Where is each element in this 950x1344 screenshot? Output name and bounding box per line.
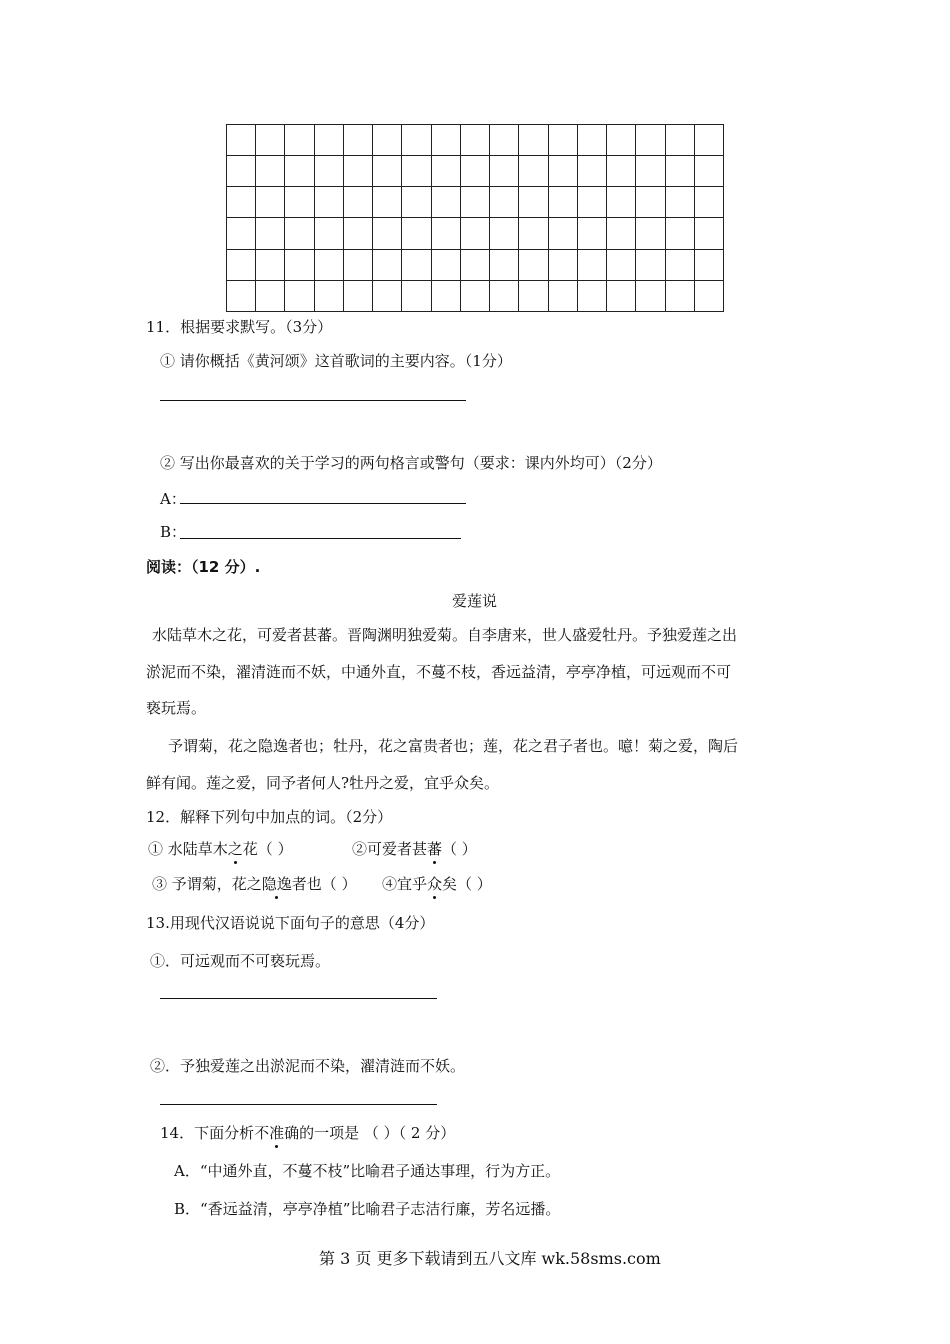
- grid-cell[interactable]: [314, 249, 343, 280]
- answer-line-q13-2[interactable]: [160, 1104, 437, 1105]
- grid-cell[interactable]: [285, 249, 314, 280]
- grid-cell[interactable]: [343, 187, 372, 218]
- grid-cell[interactable]: [256, 280, 285, 311]
- q14-option-b[interactable]: B．“香远益清，亭亭净植”比喻君子志洁行廉，芳名远播。: [174, 1200, 561, 1218]
- grid-cell[interactable]: [227, 218, 256, 249]
- grid-cell[interactable]: [577, 280, 606, 311]
- q14-title: 14．下面分析不准确的一项是 （ ）（ 2 分）: [160, 1124, 456, 1142]
- grid-cell[interactable]: [285, 280, 314, 311]
- q12-title: 12．解释下列句中加点的词。（2分）: [146, 808, 393, 826]
- q12-item2: ②可爱者甚蕃（ ）: [352, 840, 477, 858]
- grid-cell[interactable]: [694, 218, 723, 249]
- grid-cell[interactable]: [402, 156, 431, 187]
- grid-cell[interactable]: [665, 187, 694, 218]
- dotted-word: 隐逸: [261, 875, 292, 893]
- grid-cell[interactable]: [548, 156, 577, 187]
- grid-cell[interactable]: [256, 218, 285, 249]
- grid-cell[interactable]: [227, 249, 256, 280]
- q12-item1: ① 水陆草木之花（ ）: [148, 840, 293, 858]
- answer-line-q13-1[interactable]: [160, 998, 437, 999]
- grid-cell[interactable]: [402, 249, 431, 280]
- answer-line-a[interactable]: [180, 503, 466, 504]
- grid-cell[interactable]: [343, 218, 372, 249]
- essay-p2-line2: 鲜有闻。莲之爱，同予者何人?牡丹之爱，宜乎众矣。: [146, 774, 500, 792]
- grid-cell[interactable]: [607, 218, 636, 249]
- grid-cell[interactable]: [665, 156, 694, 187]
- grid-cell[interactable]: [460, 280, 489, 311]
- q13-title: 13.用现代汉语说说下面句子的意思（4分）: [146, 914, 435, 932]
- grid-cell[interactable]: [519, 187, 548, 218]
- grid-cell[interactable]: [431, 218, 460, 249]
- grid-cell[interactable]: [694, 187, 723, 218]
- grid-cell[interactable]: [519, 156, 548, 187]
- grid-cell[interactable]: [431, 125, 460, 156]
- grid-cell[interactable]: [402, 280, 431, 311]
- essay-p1-line1: 水陆草木之花，可爱者甚蕃。晋陶渊明独爱菊。自李唐来，世人盛爱牡丹。予独爱莲之出: [152, 626, 738, 644]
- grid-cell[interactable]: [636, 156, 665, 187]
- q12-item3: ③ 予谓菊，花之隐逸者也（ ）: [152, 875, 357, 893]
- essay-p2-line1: 予谓菊，花之隐逸者也；牡丹，花之富贵者也；莲，花之君子者也。噫！菊之爱，陶后: [168, 737, 739, 755]
- grid-cell[interactable]: [548, 280, 577, 311]
- q11-item2: ② 写出你最喜欢的关于学习的两句格言或警句（要求：课内外均可）（2分）: [160, 454, 662, 472]
- grid-cell[interactable]: [636, 280, 665, 311]
- grid-row: [227, 125, 724, 156]
- answer-line-b[interactable]: [180, 538, 461, 539]
- answer-label-a: A：: [160, 490, 186, 508]
- grid-cell[interactable]: [694, 156, 723, 187]
- grid-cell[interactable]: [519, 249, 548, 280]
- q11-item1: ① 请你概括《黄河颂》这首歌词的主要内容。（1分）: [160, 352, 512, 370]
- grid-cell[interactable]: [665, 280, 694, 311]
- grid-cell[interactable]: [460, 156, 489, 187]
- grid-cell[interactable]: [460, 125, 489, 156]
- grid-cell[interactable]: [665, 218, 694, 249]
- grid-cell[interactable]: [227, 187, 256, 218]
- grid-cell[interactable]: [256, 125, 285, 156]
- grid-cell[interactable]: [314, 280, 343, 311]
- grid-cell[interactable]: [373, 187, 402, 218]
- grid-cell[interactable]: [636, 187, 665, 218]
- grid-row: [227, 156, 724, 187]
- q13-item1: ①．可远观而不可亵玩焉。: [150, 952, 331, 970]
- essay-p1-line3: 亵玩焉。: [146, 699, 207, 717]
- grid-cell[interactable]: [431, 249, 460, 280]
- grid-row: [227, 218, 724, 249]
- q12-item4: ④宜乎众矣（ ）: [382, 875, 492, 893]
- grid-cell[interactable]: [285, 187, 314, 218]
- grid-cell[interactable]: [548, 187, 577, 218]
- grid-cell[interactable]: [431, 187, 460, 218]
- grid-cell[interactable]: [490, 156, 519, 187]
- grid-cell[interactable]: [694, 125, 723, 156]
- grid-cell[interactable]: [490, 249, 519, 280]
- grid-cell[interactable]: [460, 187, 489, 218]
- grid-cell[interactable]: [577, 218, 606, 249]
- q14-option-a[interactable]: A．“中通外直，不蔓不枝”比喻君子通达事理，行为方正。: [174, 1162, 561, 1180]
- grid-cell[interactable]: [490, 125, 519, 156]
- grid-cell[interactable]: [256, 187, 285, 218]
- grid-row: [227, 187, 724, 218]
- grid-row: [227, 280, 724, 311]
- grid-cell[interactable]: [636, 249, 665, 280]
- grid-cell[interactable]: [577, 125, 606, 156]
- dotted-word: 蕃: [427, 840, 443, 858]
- grid-cell[interactable]: [373, 156, 402, 187]
- grid-cell[interactable]: [577, 187, 606, 218]
- grid-cell[interactable]: [490, 218, 519, 249]
- dotted-word: 之: [227, 840, 243, 858]
- grid-cell[interactable]: [402, 187, 431, 218]
- grid-cell[interactable]: [694, 249, 723, 280]
- grid-cell[interactable]: [607, 249, 636, 280]
- grid-cell[interactable]: [343, 125, 372, 156]
- grid-cell[interactable]: [431, 156, 460, 187]
- grid-cell[interactable]: [314, 218, 343, 249]
- essay-title: 爱莲说: [452, 592, 498, 610]
- grid-cell[interactable]: [373, 125, 402, 156]
- grid-cell[interactable]: [548, 125, 577, 156]
- dotted-word: 众: [427, 875, 443, 893]
- answer-line-1[interactable]: [160, 400, 466, 401]
- grid-cell[interactable]: [373, 280, 402, 311]
- grid-cell[interactable]: [548, 249, 577, 280]
- writing-grid[interactable]: [226, 124, 724, 312]
- grid-cell[interactable]: [343, 156, 372, 187]
- grid-cell[interactable]: [402, 218, 431, 249]
- grid-cell[interactable]: [460, 218, 489, 249]
- grid-cell[interactable]: [285, 218, 314, 249]
- grid-cell[interactable]: [343, 280, 372, 311]
- grid-cell[interactable]: [490, 280, 519, 311]
- grid-cell[interactable]: [256, 249, 285, 280]
- grid-cell[interactable]: [314, 156, 343, 187]
- grid-cell[interactable]: [460, 249, 489, 280]
- essay-p1-line2: 淤泥而不染，濯清涟而不妖，中通外直，不蔓不枝，香远益清，亭亭净植，可远观而不可: [146, 663, 732, 681]
- q13-item2: ②．予独爱莲之出淤泥而不染，濯清涟而不妖。: [150, 1057, 466, 1075]
- grid-cell[interactable]: [343, 249, 372, 280]
- grid-cell[interactable]: [519, 125, 548, 156]
- q11-title: 11．根据要求默写。（3分）: [146, 318, 333, 336]
- grid-cell[interactable]: [607, 156, 636, 187]
- grid-row: [227, 249, 724, 280]
- grid-cell[interactable]: [227, 125, 256, 156]
- grid-cell[interactable]: [227, 156, 256, 187]
- grid-cell[interactable]: [285, 156, 314, 187]
- grid-cell[interactable]: [636, 218, 665, 249]
- grid-cell[interactable]: [402, 125, 431, 156]
- grid-cell[interactable]: [490, 187, 519, 218]
- grid-cell[interactable]: [285, 125, 314, 156]
- grid-cell[interactable]: [227, 280, 256, 311]
- answer-label-b: B：: [160, 523, 187, 541]
- grid-cell[interactable]: [694, 280, 723, 311]
- grid-cell[interactable]: [519, 218, 548, 249]
- reading-heading: 阅读：（12 分）.: [146, 558, 261, 576]
- grid-cell[interactable]: [314, 125, 343, 156]
- page-footer: 第 3 页 更多下载请到五八文库 wk.58sms.com: [319, 1249, 661, 1268]
- grid-cell[interactable]: [577, 249, 606, 280]
- grid-cell[interactable]: [636, 125, 665, 156]
- grid-cell[interactable]: [607, 187, 636, 218]
- grid-cell[interactable]: [373, 249, 402, 280]
- grid-cell[interactable]: [519, 280, 548, 311]
- grid-cell[interactable]: [256, 156, 285, 187]
- grid-cell[interactable]: [607, 280, 636, 311]
- grid-cell[interactable]: [314, 187, 343, 218]
- grid-cell[interactable]: [373, 218, 402, 249]
- grid-cell[interactable]: [607, 125, 636, 156]
- grid-cell[interactable]: [665, 249, 694, 280]
- grid-cell[interactable]: [577, 156, 606, 187]
- dotted-word: 不准确: [254, 1124, 300, 1142]
- grid-cell[interactable]: [548, 218, 577, 249]
- grid-cell[interactable]: [431, 280, 460, 311]
- grid-cell[interactable]: [665, 125, 694, 156]
